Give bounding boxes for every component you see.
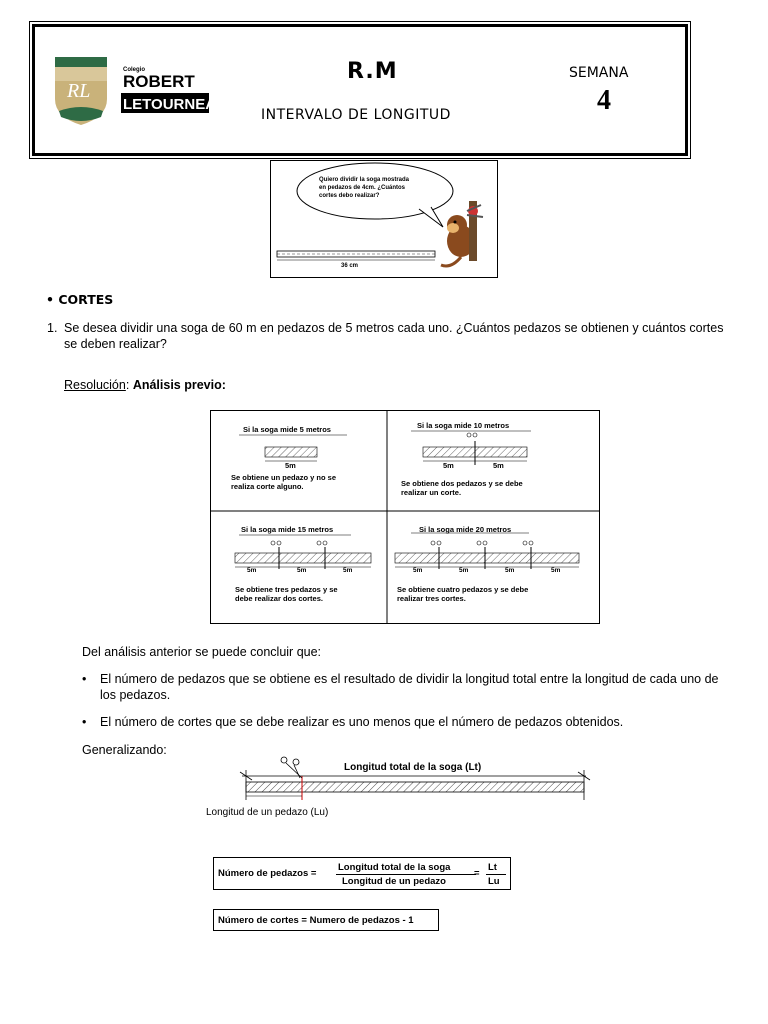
question-number: 1. [47, 321, 58, 335]
analysis-grid [210, 410, 600, 624]
formula-pieces-numerator: Longitud total de la soga [338, 862, 451, 873]
case-20m-seg-4: 5m [551, 567, 561, 574]
case-10m-text-1: Se obtiene dos pedazos y se debe [401, 479, 523, 488]
question-text: Se desea dividir una soga de 60 m en pedazos de 5 metros cada uno. ¿Cuántos pedazos se obtienen y cuántos cortes se deben realizar? [64, 321, 724, 351]
week-number: 4 [597, 85, 611, 116]
monkey-illustration [270, 160, 498, 278]
bubble-text-3: cortes debo realizar? [319, 193, 380, 199]
formula-pieces-lhs: Número de pedazos = [218, 868, 317, 879]
case-5m-text-2: realiza corte alguno. [231, 482, 304, 491]
fraction-bar-2 [486, 874, 506, 875]
case-10m-seg-2: 5m [493, 461, 504, 470]
conclusion-bullet-1: El número de pedazos que se obtiene es el resultado de dividir la longitud total entre la longitud de cada uno de los pedazos. [100, 672, 719, 702]
case-10m-title: Si la soga mide 10 metros [417, 421, 510, 430]
case-15m-text-2: debe realizar dos cortes. [235, 594, 323, 603]
case-20m-seg-3: 5m [505, 567, 515, 574]
formula-lt: Lt [488, 862, 497, 873]
section-heading: • CORTES [46, 292, 114, 307]
logo-monogram: RL [67, 80, 91, 102]
case-15m-title: Si la soga mide 15 metros [241, 525, 334, 534]
case-20m-title: Si la soga mide 20 metros [419, 525, 512, 534]
piece-length-label: Longitud de un pedazo (Lu) [206, 807, 329, 818]
total-length-label: Longitud total de la soga (Lt) [344, 762, 482, 773]
case-20m-text-2: realizar tres cortes. [397, 594, 466, 603]
bullet-2: • [82, 715, 87, 729]
resolution-colon: : [125, 378, 130, 392]
formula-equals: = [474, 868, 480, 879]
case-20m-text-1: Se obtiene cuatro pedazos y se debe [397, 585, 529, 594]
case-15m-seg-2: 5m [297, 567, 307, 574]
conclusion-bullet-2: El número de cortes que se debe realizar es uno menos que el número de pedazos obtenidos. [100, 715, 624, 729]
formula-cuts [213, 909, 439, 931]
general-rope-diagram [234, 756, 596, 806]
formula-pieces [213, 857, 511, 890]
rope-length-label: 36 cm [341, 263, 359, 269]
logo-letourneau: LETOURNEAU [123, 96, 227, 113]
school-logo [53, 51, 227, 129]
header-box [32, 24, 688, 156]
generalizando-label: Generalizando: [82, 743, 167, 757]
page-subtitle: INTERVALO DE LONGITUD [261, 107, 451, 123]
case-15m-seg-3: 5m [343, 567, 353, 574]
formula-cuts-text: Número de cortes = Numero de pedazos - 1 [218, 915, 414, 926]
logo-colegio: Colegio [123, 67, 145, 73]
bubble-text-1: Quiero dividir la soga mostrada [319, 177, 410, 183]
case-20m-seg-2: 5m [459, 567, 469, 574]
page-title: R.M [347, 59, 398, 84]
bullet-1: • [82, 672, 87, 686]
analysis-label: Análisis previo: [132, 378, 226, 392]
bubble-text-2: en pedazos de 4cm. ¿Cuántos [319, 185, 406, 191]
logo-robert: ROBERT [123, 72, 195, 91]
week-label: SEMANA [569, 65, 629, 81]
resolution-label: Resolución [64, 378, 126, 392]
formula-pieces-denominator: Longitud de un pedazo [342, 876, 446, 887]
case-15m-text-1: Se obtiene tres pedazos y se [235, 585, 338, 594]
case-10m-seg-1: 5m [443, 461, 454, 470]
case-5m-text-1: Se obtiene un pedazo y no se [231, 473, 337, 482]
resolution-line [64, 377, 226, 393]
case-10m-text-2: realizar un corte. [401, 488, 462, 497]
fraction-bar [336, 874, 476, 875]
case-5m-segment: 5m [285, 461, 296, 470]
conclusion-intro: Del análisis anterior se puede concluir que: [82, 645, 322, 659]
case-5m-title: Si la soga mide 5 metros [243, 425, 331, 434]
case-15m-seg-1: 5m [247, 567, 257, 574]
case-20m-seg-1: 5m [413, 567, 423, 574]
formula-lu: Lu [488, 876, 500, 887]
